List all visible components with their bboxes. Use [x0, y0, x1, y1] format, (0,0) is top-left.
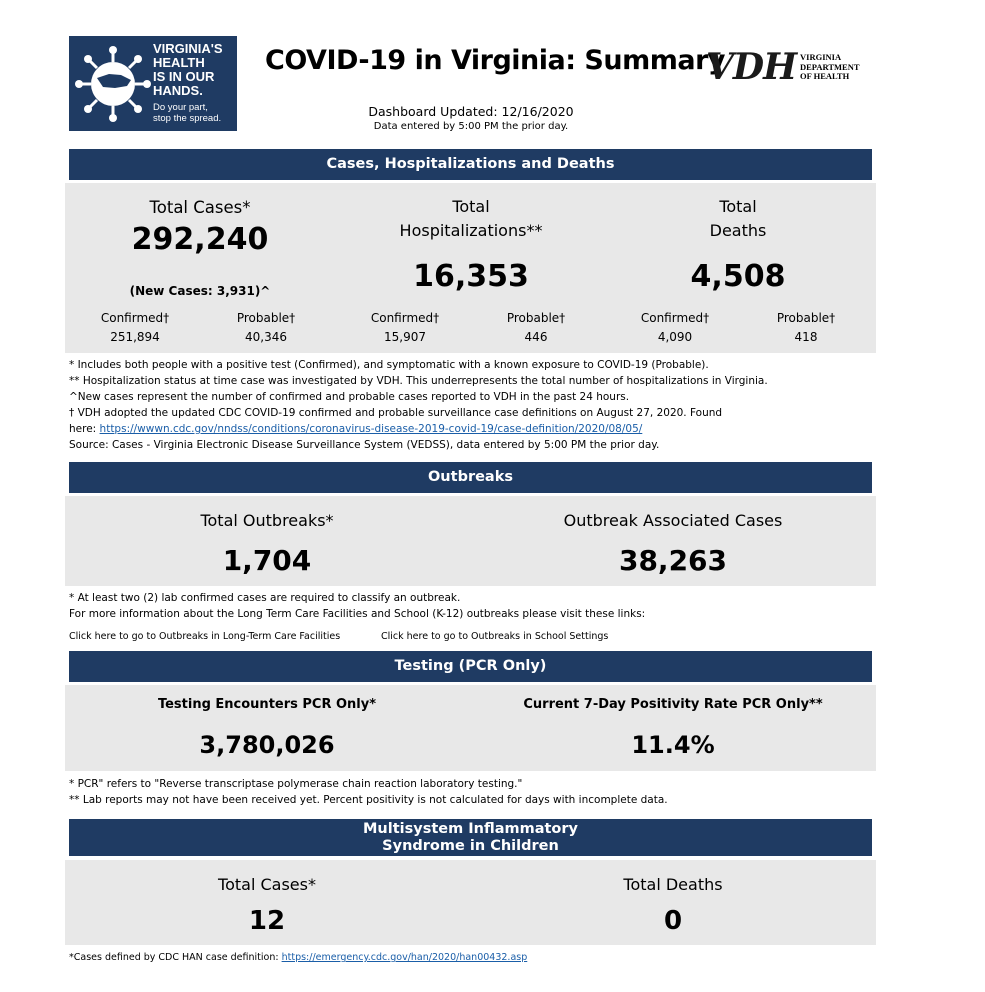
- logo-tagline: Do your part, stop the spread.: [153, 102, 222, 124]
- total-cases-label: Total Cases*: [149, 198, 251, 217]
- hosp-probable-value: 446: [524, 330, 548, 344]
- footnote-link-line: [69, 423, 642, 435]
- misc-footnote-text: *Cases defined by CDC HAN case definition:: [69, 952, 282, 963]
- deaths-label-line2: Deaths: [709, 221, 767, 240]
- deaths-probable-value: 418: [794, 330, 818, 344]
- hosp-label-line2: Hospitalizations**: [399, 221, 543, 240]
- misc-title-line1: Multisystem Inflammatory: [362, 821, 578, 837]
- misc-cases-label: Total Cases*: [218, 875, 316, 894]
- cases-confirmed-value: 251,894: [110, 330, 160, 344]
- footnote-hospitalization: ** Hospitalization status at time case was investigated by VDH. This underrepresents the total number of hospitalizations in Virginia.: [69, 375, 768, 387]
- total-outbreaks-value: 1,704: [222, 544, 312, 577]
- outbreak-footnote: * At least two (2) lab confirmed cases are required to classify an outbreak.: [69, 592, 461, 604]
- outbreak-cases-label: Outbreak Associated Cases: [563, 511, 783, 530]
- misc-deaths-value: 0: [663, 906, 683, 936]
- pcr-footnote: * PCR" refers to "Reverse transcriptase polymerase chain reaction laboratory testing.": [69, 778, 523, 790]
- section-bar-testing: Testing (PCR Only): [69, 651, 872, 682]
- hosp-confirmed-label: Confirmed†: [370, 311, 440, 325]
- total-outbreaks-label: Total Outbreaks*: [200, 511, 334, 530]
- testing-encounters-label: Testing Encounters PCR Only*: [157, 697, 377, 712]
- cdc-case-definition-link[interactable]: https://wwwn.cdc.gov/nndss/conditions/coronavirus-disease-2019-covid-19/case-definition/2020/08/05/: [99, 423, 643, 435]
- logo-slogan: VIRGINIA'S HEALTH IS IN OUR HANDS.: [153, 41, 223, 98]
- deaths-confirmed-value: 4,090: [657, 330, 693, 344]
- deaths-label-line1: Total: [719, 197, 757, 216]
- vdh-logo: [706, 46, 866, 90]
- section-bar-outbreaks: Outbreaks: [69, 462, 872, 493]
- misc-cases-value: 12: [248, 906, 286, 936]
- deaths-probable-label: Probable†: [776, 311, 836, 325]
- vdh-name: VIRGINIA DEPARTMENT OF HEALTH: [800, 52, 860, 81]
- hosp-label-line1: Total: [452, 197, 490, 216]
- total-cases-value: 292,240: [131, 222, 269, 257]
- ltc-outbreaks-link[interactable]: Click here to go to Outbreaks in Long-Term Care Facilities: [69, 631, 341, 642]
- school-outbreaks-link[interactable]: Click here to go to Outbreaks in School Settings: [381, 631, 609, 642]
- page-title: COVID-19 in Virginia: Summary: [265, 45, 725, 76]
- outbreak-cases-value: 38,263: [618, 544, 728, 577]
- misc-footnote: [69, 952, 527, 963]
- outbreak-info: For more information about the Long Term Care Facilities and School (K-12) outbreaks please visit these links:: [69, 608, 646, 620]
- lab-reports-footnote: ** Lab reports may not have been received yet. Percent positivity is not calculated for days with incomplete data.: [69, 794, 668, 806]
- cases-confirmed-label: Confirmed†: [100, 311, 170, 325]
- hosp-confirmed-value: 15,907: [384, 330, 426, 344]
- footnote-here: here:: [69, 423, 100, 435]
- positivity-rate-value: 11.4%: [631, 731, 715, 759]
- hosp-value: 16,353: [413, 259, 529, 294]
- virus-icon: [75, 44, 151, 124]
- vdh-mark: VDH: [706, 46, 797, 88]
- footnote-new-cases: ^New cases represent the number of confirmed and probable cases reported to VDH in the past 24 hours.: [69, 391, 630, 403]
- data-entered-note: Data entered by 5:00 PM the prior day.: [373, 121, 569, 132]
- new-cases: (New Cases: 3,931)^: [129, 284, 271, 298]
- cases-probable-label: Probable†: [236, 311, 296, 325]
- footnote-confirmed-probable: * Includes both people with a positive test (Confirmed), and symptomatic with a known exposure to COVID-19 (Probable).: [69, 359, 709, 371]
- deaths-value: 4,508: [690, 259, 786, 294]
- testing-encounters-value: 3,780,026: [199, 731, 335, 759]
- positivity-rate-label: Current 7-Day Positivity Rate PCR Only**: [523, 697, 823, 712]
- misc-deaths-label: Total Deaths: [623, 875, 723, 894]
- footnote-source: Source: Cases - Virginia Electronic Disease Surveillance System (VEDSS), data entered by 5:00 PM the prior day.: [69, 439, 660, 451]
- deaths-confirmed-label: Confirmed†: [640, 311, 710, 325]
- footnote-cdc-definitions: † VDH adopted the updated CDC COVID-19 confirmed and probable surveillance case definitions on August 27, 2020. Found: [69, 407, 723, 419]
- cases-probable-value: 40,346: [245, 330, 287, 344]
- virginia-health-logo: [69, 36, 237, 131]
- section-bar-misc: [69, 819, 872, 856]
- misc-title-line2: Syndrome in Children: [382, 838, 559, 854]
- cdc-han-link[interactable]: https://emergency.cdc.gov/han/2020/han00432.asp: [281, 952, 528, 963]
- dashboard-updated: Dashboard Updated: 12/16/2020: [368, 104, 574, 119]
- section-bar-cases: Cases, Hospitalizations and Deaths: [69, 149, 872, 180]
- hosp-probable-label: Probable†: [506, 311, 566, 325]
